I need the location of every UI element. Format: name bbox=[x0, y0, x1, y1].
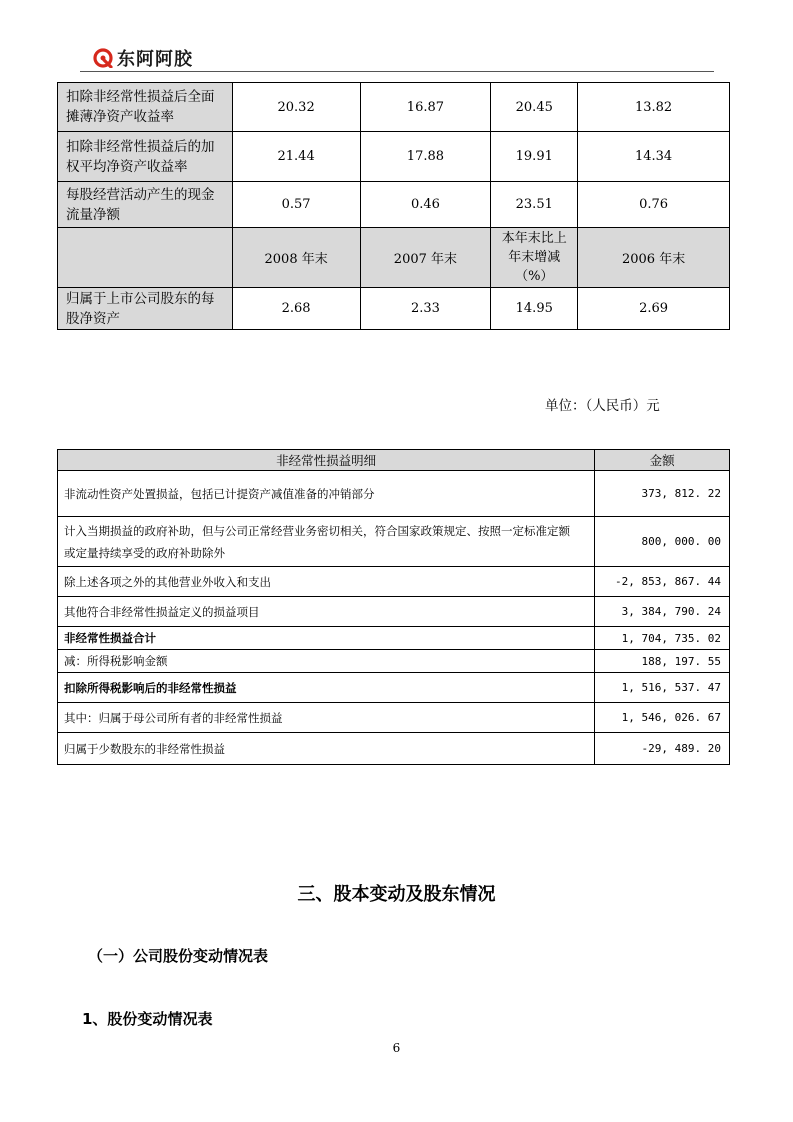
table-cell: 20.32 bbox=[232, 83, 360, 132]
item-amount: 1, 704, 735. 02 bbox=[595, 627, 730, 650]
table-cell: 13.82 bbox=[578, 83, 730, 132]
table-cell: 23.51 bbox=[491, 182, 578, 228]
page-number: 6 bbox=[392, 1041, 401, 1055]
item-amount: 373, 812. 22 bbox=[595, 471, 730, 517]
table-header-row bbox=[58, 450, 730, 471]
table-cell: 0.76 bbox=[578, 182, 730, 228]
table-cell: 2.33 bbox=[360, 288, 491, 330]
table-row bbox=[58, 597, 730, 627]
item-description: 除上述各项之外的其他营业外收入和支出 bbox=[58, 567, 595, 597]
item-description: 计入当期损益的政府补助，但与公司正常经营业务密切相关，符合国家政策规定、按照一定标准定额 或定量持续享受的政府补助除外 bbox=[58, 517, 595, 567]
item-amount: 3, 384, 790. 24 bbox=[595, 597, 730, 627]
table-cell: 17.88 bbox=[360, 132, 491, 182]
table-row bbox=[58, 182, 730, 228]
row-label: 扣除非经常性损益后全面 摊薄净资产收益率 bbox=[58, 83, 233, 132]
company-logo bbox=[93, 44, 193, 72]
row-label: 扣除非经常性损益后的加 权平均净资产收益率 bbox=[58, 132, 233, 182]
table-cell: 16.87 bbox=[360, 83, 491, 132]
table-row bbox=[58, 132, 730, 182]
item-amount: 1, 546, 026. 67 bbox=[595, 703, 730, 733]
table-row bbox=[58, 673, 730, 703]
item-description: 其他符合非经常性损益定义的损益项目 bbox=[58, 597, 595, 627]
logo-text: 东阿阿胶 bbox=[117, 49, 193, 70]
table-cell: 19.91 bbox=[491, 132, 578, 182]
table-cell: 2.68 bbox=[232, 288, 360, 330]
non-recurring-items-table bbox=[57, 449, 730, 765]
row-label: 归属于上市公司股东的每 股净资产 bbox=[58, 288, 233, 330]
header-empty-cell bbox=[58, 228, 233, 288]
header-cell: 2008 年末 bbox=[232, 228, 360, 288]
table-cell: 14.95 bbox=[491, 288, 578, 330]
item-description: 减：所得税影响金额 bbox=[58, 650, 595, 673]
item-description: 非经常性损益合计 bbox=[58, 627, 595, 650]
table-cell: 21.44 bbox=[232, 132, 360, 182]
header-cell: 2006 年末 bbox=[578, 228, 730, 288]
row-label: 每股经营活动产生的现金 流量净额 bbox=[58, 182, 233, 228]
item-amount: 800, 000. 00 bbox=[595, 517, 730, 567]
subsection-title: （一）公司股份变动情况表 bbox=[88, 947, 269, 965]
item-amount: 1, 516, 537. 47 bbox=[595, 673, 730, 703]
item-description: 扣除所得税影响后的非经常性损益 bbox=[58, 673, 595, 703]
table-row bbox=[58, 471, 730, 517]
logo-mark-icon bbox=[93, 48, 113, 68]
table-row bbox=[58, 288, 730, 330]
section-title: 三、股本变动及股东情况 bbox=[297, 884, 496, 905]
header-cell: 本年末比上 年末增减 （%） bbox=[491, 228, 578, 288]
table-row bbox=[58, 567, 730, 597]
table-cell: 0.57 bbox=[232, 182, 360, 228]
item-amount: -29, 489. 20 bbox=[595, 733, 730, 765]
item-description: 其中：归属于母公司所有者的非经常性损益 bbox=[58, 703, 595, 733]
financial-indicators-table bbox=[57, 82, 730, 330]
table-header-row bbox=[58, 228, 730, 288]
subsection-heading: 1、股份变动情况表 bbox=[82, 1010, 213, 1028]
table-cell: 20.45 bbox=[491, 83, 578, 132]
table-row bbox=[58, 517, 730, 567]
item-amount: 188, 197. 55 bbox=[595, 650, 730, 673]
table-row bbox=[58, 83, 730, 132]
table-row bbox=[58, 627, 730, 650]
table-row bbox=[58, 733, 730, 765]
unit-label: 单位：（人民币）元 bbox=[545, 398, 660, 414]
item-description: 归属于少数股东的非经常性损益 bbox=[58, 733, 595, 765]
item-description: 非流动性资产处置损益，包括已计提资产减值准备的冲销部分 bbox=[58, 471, 595, 517]
item-amount: -2, 853, 867. 44 bbox=[595, 567, 730, 597]
table-cell: 0.46 bbox=[360, 182, 491, 228]
header-cell: 非经常性损益明细 bbox=[58, 450, 595, 471]
page-header bbox=[80, 38, 714, 74]
header-divider bbox=[80, 71, 714, 72]
table-row bbox=[58, 650, 730, 673]
table-cell: 2.69 bbox=[578, 288, 730, 330]
header-cell: 金额 bbox=[595, 450, 730, 471]
header-cell: 2007 年末 bbox=[360, 228, 491, 288]
table-row bbox=[58, 703, 730, 733]
table-cell: 14.34 bbox=[578, 132, 730, 182]
